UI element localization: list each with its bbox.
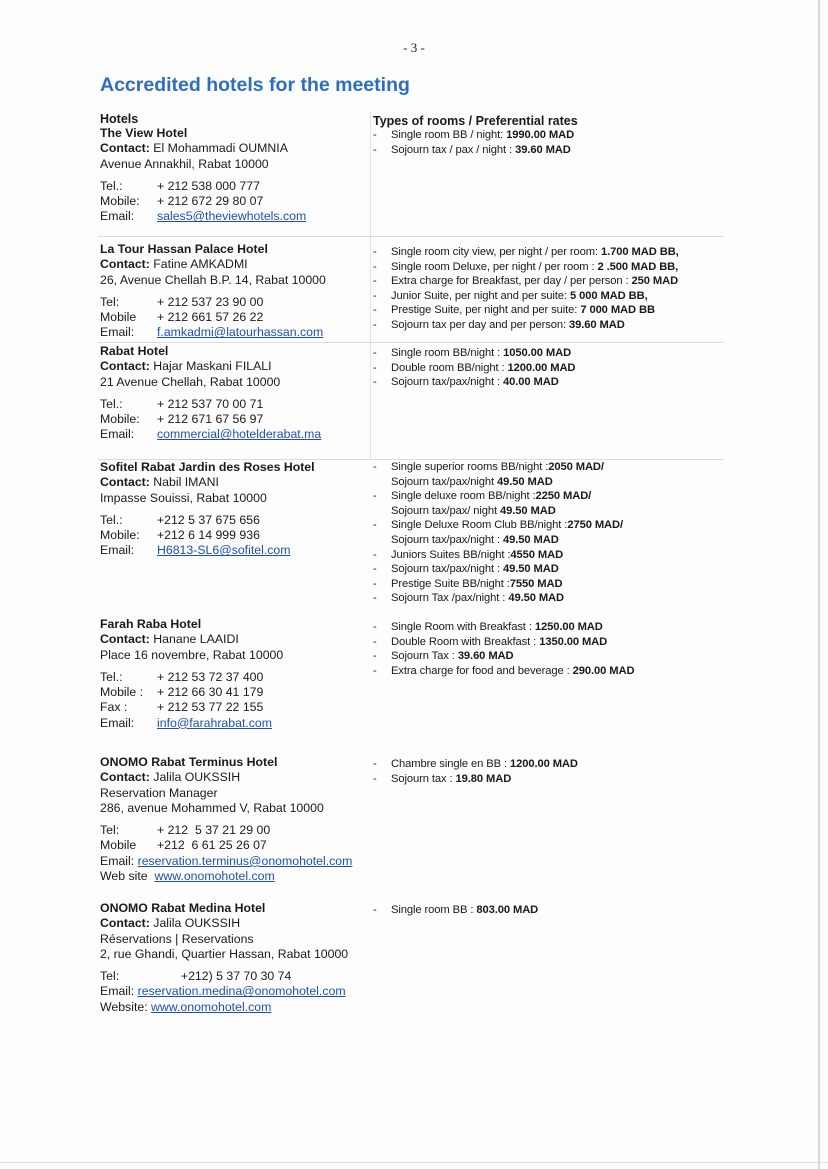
rate-price: 1350.00 MAD (539, 635, 608, 648)
field-label: Mobile: (100, 528, 140, 543)
contact-line (100, 984, 370, 999)
hotel-address-line: 2, rue Ghandi, Quartier Hassan, Rabat 10000 (100, 946, 349, 961)
rate-item (373, 128, 723, 143)
contact-field (100, 412, 370, 427)
contact-field (100, 670, 370, 685)
line-label: Email: (100, 853, 138, 868)
field-label: Tel.: (100, 512, 123, 527)
rate-price: 7 000 MAD BB (580, 304, 655, 317)
rate-item (373, 289, 723, 304)
email-link[interactable]: info@farahrabat.com (157, 715, 273, 730)
contact-line (100, 869, 370, 884)
hotel-address-line: 286, avenue Mohammed V, Rabat 10000 (100, 800, 324, 815)
rate-item (373, 664, 723, 679)
contact-field (100, 838, 370, 853)
hotel-address-line: Reservation Manager (100, 785, 218, 800)
hotel-address-line: 21 Avenue Chellah, Rabat 10000 (100, 374, 281, 389)
hotel-name: The View Hotel (100, 126, 188, 140)
hotel-contact (100, 257, 370, 272)
rate-price: 2750 MAD/ (567, 519, 624, 532)
rate-price: 49.50 MAD (508, 592, 565, 605)
rate-price: 803.00 MAD (476, 904, 539, 916)
email-link[interactable]: H6813-SL6@sofitel.com (157, 543, 291, 558)
rate-price: 49.50 MAD (503, 563, 559, 576)
rate-item (373, 346, 723, 361)
email-link[interactable]: reservation.terminus@onomohotel.com (137, 853, 353, 868)
rate-text: Prestige Suite, per night and per suite: (391, 304, 581, 317)
rate-text: Sojourn tax/pax/night (391, 475, 498, 488)
email-link[interactable]: sales5@theviewhotels.com (157, 209, 307, 224)
field-value: + 212 53 72 37 400 (157, 669, 264, 684)
field-label: Mobile: (100, 412, 140, 427)
website-link[interactable]: www.onomohotel.com (151, 999, 272, 1014)
contact-label: Contact: (100, 770, 150, 785)
rate-price: 49.50 MAD (503, 533, 559, 546)
rate-text: Single room BB/night : (391, 347, 504, 359)
contact-label: Contact: (100, 632, 150, 647)
rate-price: 39.60 MAD (457, 650, 514, 663)
rate-text: Sojourn Tax : (391, 650, 458, 663)
rates-list (373, 460, 723, 606)
hotel-card (100, 344, 370, 443)
rate-item (373, 475, 723, 490)
hotel-name: ONOMO Rabat Medina Hotel (100, 901, 266, 915)
field-label: Mobile (100, 310, 137, 325)
field-value: + 212 53 77 22 155 (157, 700, 264, 715)
rate-price: 40.00 MAD (503, 376, 559, 389)
rate-text: Sojourn tax/pax/ night (391, 504, 501, 517)
rate-text: Sojourn tax/pax/night : (391, 533, 504, 546)
field-label: Tel: (100, 823, 120, 838)
rate-price: 7550 MAD (509, 577, 563, 590)
field-label: Fax : (100, 700, 128, 715)
rate-text: Sojourn tax : (391, 772, 456, 785)
rate-item (373, 375, 723, 390)
rate-item (373, 620, 723, 635)
field-label: Mobile (100, 838, 137, 853)
hotels-column-header: Hotels (100, 112, 139, 126)
contact-label: Contact: (100, 359, 150, 374)
rate-item (373, 649, 723, 664)
rate-text: Extra charge for food and beverage : (391, 664, 573, 677)
rates-list (373, 245, 723, 333)
field-label: Mobile : (100, 685, 144, 700)
rate-price: 19.80 MAD (455, 772, 512, 785)
rate-item (373, 562, 723, 577)
page-number: - 3 - (403, 40, 425, 55)
rates-list (373, 346, 723, 390)
row-divider (98, 342, 724, 343)
rate-price: 2050 MAD/ (548, 461, 604, 473)
field-label: Email: (100, 209, 135, 224)
rate-item (373, 548, 723, 563)
hotel-contact (100, 359, 370, 374)
rate-price: 5 000 MAD BB, (569, 289, 648, 302)
field-label: Tel: (100, 969, 120, 984)
line-label: Email: (100, 984, 138, 999)
rates-list (373, 757, 723, 786)
rate-text: Sojourn tax/pax/night : (391, 563, 504, 576)
contact-field (100, 295, 370, 310)
rate-text: Single room BB : (391, 904, 477, 916)
email-link[interactable]: reservation.medina@onomohotel.com (137, 984, 346, 999)
rate-text: Junior Suite, per night and per suite: (391, 289, 570, 302)
rate-text: Extra charge for Breakfast, per day / per person : (391, 275, 632, 288)
rate-text: Double Room with Breakfast : (391, 635, 540, 648)
spacer (100, 390, 370, 397)
hotel-address-line: Impasse Souissi, Rabat 10000 (100, 490, 267, 505)
rate-item (373, 460, 723, 475)
rate-item (373, 635, 723, 650)
rate-item (373, 245, 723, 260)
field-label: Tel.: (100, 669, 123, 684)
page-edge (0, 1162, 828, 1163)
hotel-name: Rabat Hotel (100, 344, 169, 358)
rate-item (373, 489, 723, 504)
rate-item (373, 591, 723, 606)
field-value: + 212 671 67 56 97 (157, 412, 264, 427)
line-label: Website: (100, 999, 152, 1014)
rate-price: 39.60 MAD (569, 318, 625, 331)
rate-item (373, 318, 723, 333)
rate-text: Prestige Suite BB/night : (391, 577, 510, 590)
contact-field (100, 685, 370, 700)
contact-name: Jalila OUKSSIH (153, 770, 241, 785)
hotel-name: Sofitel Rabat Jardin des Roses Hotel (100, 460, 315, 474)
rate-price: 49.50 MAD (497, 475, 553, 488)
rate-item (373, 772, 723, 787)
rate-price: 2250 MAD/ (535, 490, 592, 503)
spacer (100, 288, 370, 295)
rate-text: Sojourn tax/pax/night : (391, 376, 504, 389)
rate-price: 290.00 MAD (572, 664, 635, 677)
contact-field (100, 716, 370, 731)
contact-field (100, 823, 370, 838)
spacer (100, 816, 370, 823)
website-link[interactable]: www.onomohotel.com (154, 869, 275, 884)
rate-item (373, 143, 723, 158)
contact-name: Jalila OUKSSIH (153, 916, 241, 931)
line-label: Web site (100, 869, 155, 884)
hotel-card (100, 460, 370, 559)
rate-text: Sojourn tax per day and per person: (391, 318, 570, 331)
hotel-contact (100, 141, 370, 156)
rate-price: 2 .500 MAD BB, (597, 260, 679, 273)
rate-price: 1050.00 MAD (503, 347, 572, 359)
hotel-name: Farah Raba Hotel (100, 617, 202, 631)
field-value: +212 6 14 999 936 (157, 528, 260, 543)
contact-line (100, 854, 370, 869)
hotel-address-line: Avenue Annakhil, Rabat 10000 (100, 156, 269, 171)
field-value: + 212 661 57 26 22 (157, 310, 264, 325)
hotel-contact (100, 770, 370, 785)
rate-item (373, 757, 723, 772)
rate-text: Sojourn tax / pax / night : (391, 143, 516, 156)
rate-text: Double room BB/night : (391, 361, 508, 374)
field-value: + 212 538 000 777 (157, 178, 260, 193)
field-label: Email: (100, 427, 135, 442)
contact-line (100, 1000, 370, 1015)
spacer (100, 962, 370, 969)
page-title: Accredited hotels for the meeting (100, 74, 410, 96)
hotel-card (100, 242, 370, 341)
rate-text: Single room BB / night: (391, 129, 507, 141)
contact-field (100, 397, 370, 412)
rate-price: 4550 MAD (510, 548, 564, 561)
rate-price: 1.700 MAD BB, (601, 246, 679, 258)
rate-price: 1200.00 MAD (509, 758, 578, 770)
contact-label: Contact: (100, 141, 150, 156)
rate-price: 250 MAD (631, 275, 679, 288)
contact-field (100, 209, 370, 224)
contact-field (100, 325, 370, 340)
field-value: + 212 537 23 90 00 (157, 294, 264, 309)
contact-name: Fatine AMKADMI (153, 257, 248, 272)
spacer (100, 663, 370, 670)
contact-field (100, 513, 370, 528)
contact-field (100, 543, 370, 558)
contact-field (100, 700, 370, 715)
hotel-card (100, 755, 370, 884)
contact-field (100, 194, 370, 209)
field-value: + 212 5 37 21 29 00 (157, 823, 271, 838)
rate-price: 49.50 MAD (500, 504, 556, 517)
hotel-address-line: 26, Avenue Chellah B.P. 14, Rabat 10000 (100, 272, 326, 287)
field-label: Tel.: (100, 396, 123, 411)
field-value: + 212 672 29 80 07 (157, 194, 264, 209)
rate-text: Sojourn Tax /pax/night : (391, 592, 509, 605)
rate-item (373, 274, 723, 289)
hotel-card (100, 126, 370, 225)
rate-price: 1990.00 MAD (506, 129, 575, 141)
field-label: Tel: (100, 294, 120, 309)
email-link[interactable]: f.amkadmi@latourhassan.com (157, 325, 324, 340)
rate-text: Juniors Suites BB/night : (391, 548, 511, 561)
contact-name: Nabil IMANI (153, 475, 219, 490)
rate-text: Single room Deluxe, per night / per room : (391, 260, 598, 273)
spacer (100, 506, 370, 513)
field-value: +212 5 37 675 656 (157, 512, 260, 527)
rate-text: Single Deluxe Room Club BB/night : (391, 519, 568, 532)
rate-price: 39.60 MAD (515, 143, 571, 156)
rates-list (373, 903, 723, 918)
contact-label: Contact: (100, 257, 150, 272)
contact-field (100, 969, 370, 984)
rate-text: Chambre single en BB : (391, 758, 510, 770)
rate-item (373, 504, 723, 519)
column-divider (370, 112, 371, 458)
field-value: + 212 66 30 41 179 (157, 685, 264, 700)
rate-text: Single superior rooms BB/night : (391, 461, 549, 473)
contact-field (100, 427, 370, 442)
rate-text: Single room city view, per night / per room: (391, 246, 602, 258)
rate-price: 1200.00 MAD (507, 361, 576, 374)
rate-item (373, 903, 723, 918)
rate-item (373, 303, 723, 318)
field-value: + 212 537 70 00 71 (157, 396, 264, 411)
field-label: Email: (100, 543, 135, 558)
contact-label: Contact: (100, 475, 150, 490)
spacer (100, 172, 370, 179)
rates-column-header: Types of rooms / Preferential rates (373, 114, 578, 128)
contact-field (100, 528, 370, 543)
contact-field (100, 310, 370, 325)
field-label: Email: (100, 325, 135, 340)
rate-text: Single Room with Breakfast : (391, 621, 535, 633)
field-value: +212) 5 37 70 30 74 (157, 969, 292, 984)
rate-text: Single deluxe room BB/night : (391, 490, 536, 503)
rate-item (373, 260, 723, 275)
rate-item (373, 518, 723, 533)
contact-field (100, 179, 370, 194)
hotel-address-line: Réservations | Reservations (100, 931, 254, 946)
rate-item (373, 361, 723, 376)
hotel-name: La Tour Hassan Palace Hotel (100, 242, 268, 256)
hotel-contact (100, 475, 370, 490)
hotel-address-line: Place 16 novembre, Rabat 10000 (100, 647, 284, 662)
contact-label: Contact: (100, 916, 150, 931)
field-label: Mobile: (100, 194, 140, 209)
contact-name: Hajar Maskani FILALI (153, 359, 272, 374)
hotel-contact (100, 632, 370, 647)
rates-list (373, 620, 723, 678)
hotel-name: ONOMO Rabat Terminus Hotel (100, 755, 278, 769)
field-value: +212 6 61 25 26 07 (157, 838, 267, 853)
rates-list (373, 128, 723, 157)
rate-item (373, 533, 723, 548)
field-label: Tel.: (100, 178, 123, 193)
hotel-card (100, 901, 370, 1015)
hotel-card (100, 617, 370, 731)
rate-price: 1250.00 MAD (534, 621, 603, 633)
page-edge (818, 0, 820, 1169)
contact-name: Hanane LAAIDI (153, 632, 239, 647)
hotel-contact (100, 916, 370, 931)
email-link[interactable]: commercial@hotelderabat.ma (157, 427, 322, 442)
field-label: Email: (100, 715, 135, 730)
rate-item (373, 577, 723, 592)
contact-name: El Mohammadi OUMNIA (153, 141, 288, 156)
row-divider (98, 236, 724, 237)
